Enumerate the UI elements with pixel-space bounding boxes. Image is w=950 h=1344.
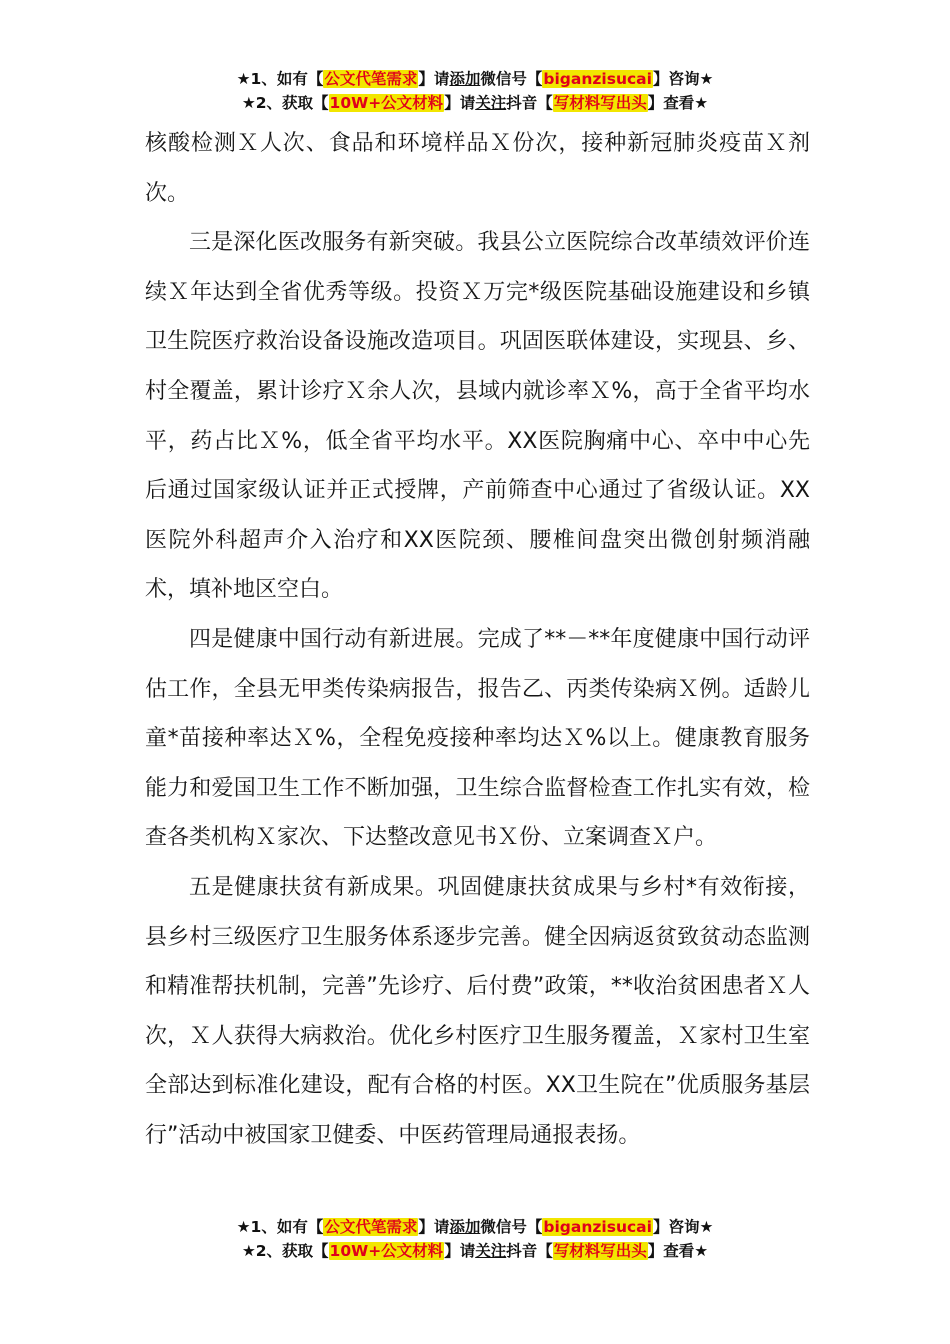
banner-highlight-wechat-id: biganzisucai [543,70,652,88]
bottom-banner-highlight-douyin-account: 写材料写出头 [553,1242,647,1260]
top-banner [0,68,950,116]
banner-highlight-douyin-account: 写材料写出头 [553,94,647,112]
banner-highlight-service: 公文代笔需求 [324,70,418,88]
banner-line-1-suffix: 】咨询★ [652,70,714,88]
paragraph-medical-reform: 三是深化医改服务有新突破。我县公立医院综合改革绩效评价连续Ｘ年达到全省优秀等级。投资Ｘ万完*级医院基础设施建设和乡镇卫生院医疗救治设备设施改造项目。巩固医联体建设，实现县、乡、村全覆盖，累计诊疗Ｘ余人次，县域内就诊率Ｘ%，高于全省平均水平，药占比Ｘ%，低全省平均水平。XX医院胸痛中心、卒中中心先后通过国家级认证并正式授牌，产前筛查中心通过了省级认证。XX医院外科超声介入治疗和XX医院颈、腰椎间盘突出微创射频消融术，填补地区空白。 [145,230,810,603]
banner-line-2-mid2: 抖音【 [506,94,553,112]
bottom-banner-highlight-materials: 10W+公文材料 [329,1242,444,1260]
banner-underlined-follow: 关注 [475,94,507,112]
bottom-banner-underlined-add: 添加 [449,1218,481,1236]
paragraph-healthy-china: 四是健康中国行动有新进展。完成了**－**年度健康中国行动评估工作，全县无甲类传染病报告，报告乙、丙类传染病Ｘ例。适龄儿童*苗接种率达Ｘ%，全程免疫接种率均达Ｘ%以上。健康教育服务能力和爱国卫生工作不断加强，卫生综合监督检查工作扎实有效，检查各类机构Ｘ家次、下达整改意见书Ｘ份、立案调查Ｘ户。 [145,626,810,851]
bottom-banner [0,1216,950,1264]
bottom-banner-line-2 [0,1240,950,1264]
bottom-banner-line-2-mid1: 】请 [444,1242,476,1260]
bottom-banner-line-1 [0,1216,950,1240]
banner-line-1-prefix: ★1、如有【 [236,70,324,88]
paragraph-continuation: 核酸检测Ｘ人次、食品和环境样品Ｘ份次，接种新冠肺炎疫苗Ｘ剂次。 [145,131,810,206]
bottom-banner-line-1-mid2: 微信号【 [480,1218,543,1236]
bottom-banner-line-1-mid1: 】请 [418,1218,450,1236]
bottom-banner-underlined-follow: 关注 [475,1242,507,1260]
bottom-banner-line-2-suffix: 】查看★ [647,1242,709,1260]
banner-line-1 [0,68,950,92]
banner-highlight-materials: 10W+公文材料 [329,94,444,112]
banner-line-2-prefix: ★2、获取【 [241,94,329,112]
bottom-banner-line-1-prefix: ★1、如有【 [236,1218,324,1236]
banner-line-1-mid2: 微信号【 [480,70,543,88]
banner-line-1-mid1: 】请 [418,70,450,88]
banner-line-2-mid1: 】请 [444,94,476,112]
banner-underlined-add: 添加 [449,70,481,88]
bottom-banner-line-1-suffix: 】咨询★ [652,1218,714,1236]
banner-line-2-suffix: 】查看★ [647,94,709,112]
bottom-banner-line-2-prefix: ★2、获取【 [241,1242,329,1260]
bottom-banner-highlight-wechat-id: biganzisucai [543,1218,652,1236]
paragraph-poverty-alleviation: 五是健康扶贫有新成果。巩固健康扶贫成果与乡村*有效衔接，县乡村三级医疗卫生服务体系逐步完善。健全因病返贫致贫动态监测和精准帮扶机制，完善”先诊疗、后付费”政策，**收治贫困患者Ｘ人次，Ｘ人获得大病救治。优化乡村医疗卫生服务覆盖，Ｘ家村卫生室全部达到标准化建设，配有合格的村医。XX卫生院在”优质服务基层行”活动中被国家卫健委、中医药管理局通报表扬。 [145,874,810,1148]
banner-line-2 [0,92,950,116]
document-body [145,119,810,1160]
bottom-banner-line-2-mid2: 抖音【 [506,1242,553,1260]
bottom-banner-highlight-service: 公文代笔需求 [324,1218,418,1236]
